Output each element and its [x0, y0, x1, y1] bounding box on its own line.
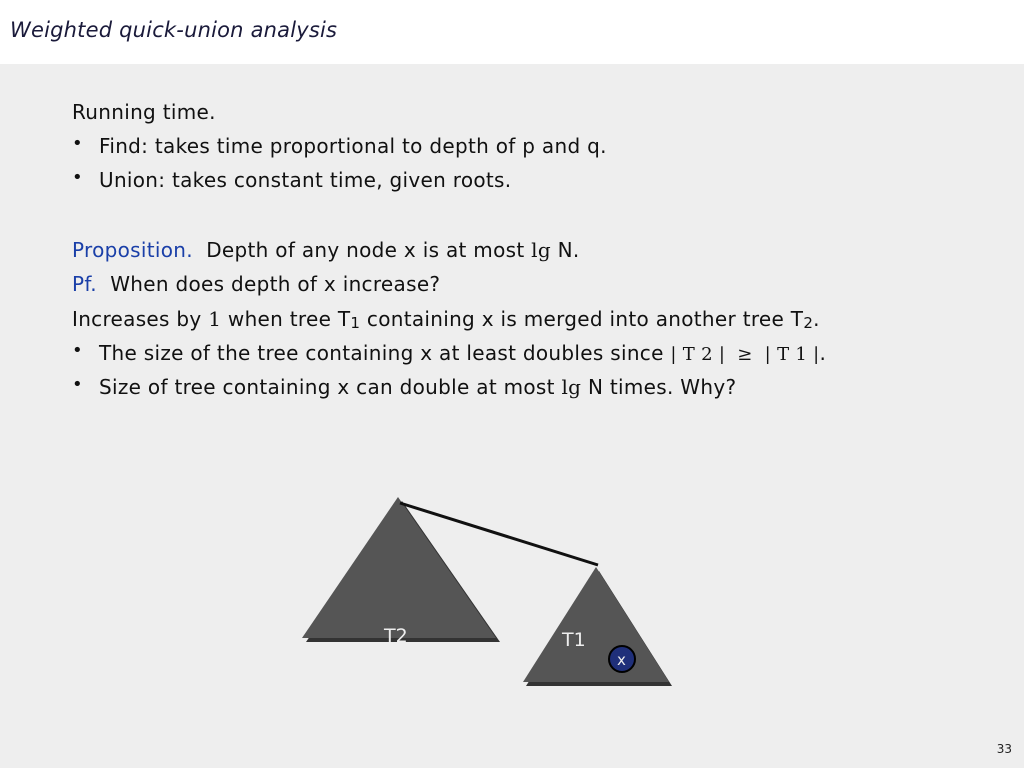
- bullet-text: Size of tree containing x can double at most: [99, 375, 562, 399]
- t2-label: T2: [384, 625, 408, 647]
- t1-triangle: [523, 567, 669, 682]
- proposition-text-before: Depth of any node x is at most: [192, 238, 532, 262]
- proposition-text-after: N.: [550, 238, 580, 262]
- bullet-icon: •: [72, 340, 83, 361]
- bullet-icon: •: [72, 374, 83, 395]
- increases-one: 1: [208, 307, 222, 331]
- bullet-text: Union: takes constant time, given roots.: [99, 168, 512, 192]
- proof-text: When does depth of x increase?: [96, 272, 441, 296]
- node-x-label: x: [617, 651, 626, 669]
- bullet-icon: •: [72, 133, 83, 154]
- page-number: 33: [996, 742, 1012, 756]
- proposition-lg: lg: [531, 238, 551, 262]
- t1-subscript: 1: [350, 314, 361, 332]
- increases-prefix: Increases by: [72, 307, 209, 331]
- running-time-heading: Running time.: [72, 100, 216, 124]
- t1-label: T1: [562, 629, 586, 651]
- size-inequality: | T 2 | ≥ | T 1 |: [670, 344, 820, 365]
- lg-symbol: lg: [561, 375, 582, 399]
- t2-triangle: [302, 497, 496, 638]
- bullet-end: .: [819, 341, 827, 365]
- bullet-end: N times. Why?: [581, 375, 737, 399]
- increases-mid2: containing x is merged into another tree T: [360, 307, 804, 331]
- bullet-icon: •: [72, 167, 83, 188]
- proof-label: Pf.: [72, 272, 97, 296]
- proposition-label: Proposition.: [72, 238, 193, 262]
- t2-subscript: 2: [803, 314, 814, 332]
- slide-title: Weighted quick-union analysis: [10, 18, 338, 42]
- increases-mid: when tree T: [221, 307, 351, 331]
- increases-end: .: [813, 307, 820, 331]
- bullet-text: The size of the tree containing x at least doubles since: [99, 341, 671, 365]
- bullet-text: Find: takes time proportional to depth of p and q.: [99, 134, 607, 158]
